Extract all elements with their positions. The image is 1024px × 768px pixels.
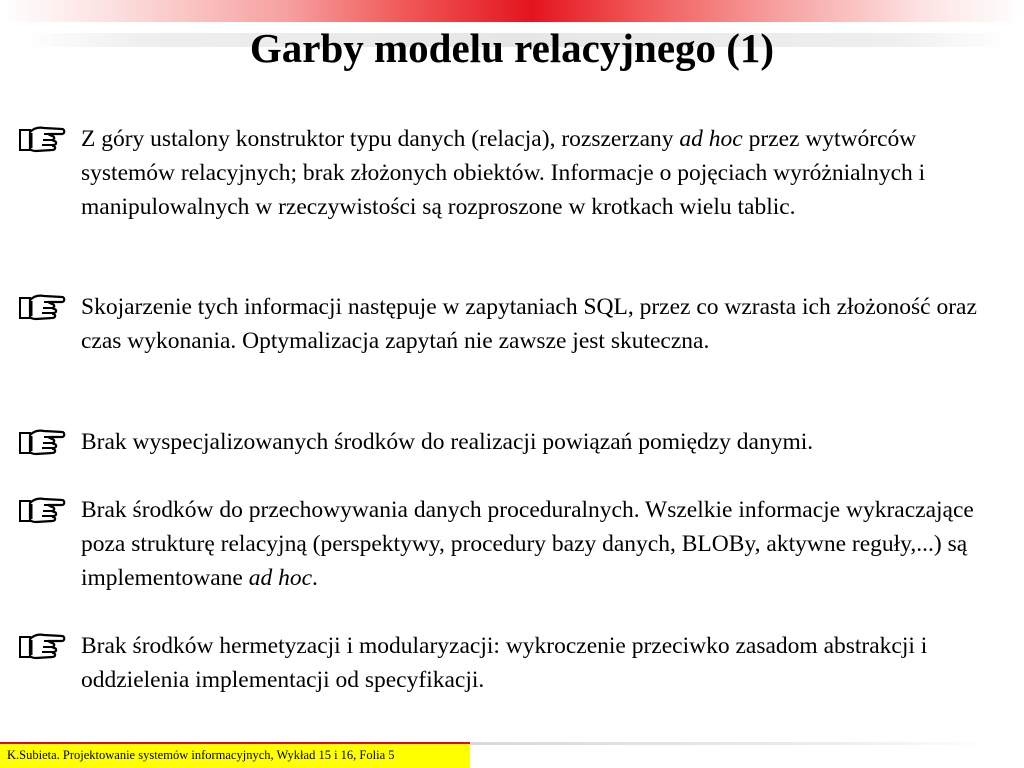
bullet-text — [81, 122, 1006, 224]
bullet-text-part: . — [312, 565, 318, 591]
pointing-hand-icon — [18, 495, 66, 527]
bullet-text-italic: ad hoc — [679, 126, 743, 152]
page-title: Garby modelu relacyjnego (1) — [249, 25, 775, 71]
bullet-text-part: Skojarzenie tych informacji następuje w zapytaniach SQL, przez co wzrasta ich złożoność oraz czas wykonania. Optymalizacja zapytań nie zawsze jest skuteczna. — [81, 294, 977, 354]
bullet-text-italic: ad hoc — [248, 565, 313, 591]
pointing-hand-icon — [18, 292, 66, 324]
pointing-hand-icon — [18, 631, 66, 663]
bullet-text-part: Brak wyspecjalizowanych środków do realizacji powiązań pomiędzy danymi. — [81, 429, 814, 455]
pointing-hand-icon — [18, 124, 66, 156]
footer-caption: K.Subieta. Projektowanie systemów informacyjnych, Wykład 15 i 16, Folia 5 — [0, 742, 470, 768]
bullet-text — [81, 493, 1006, 595]
footer-rule — [470, 742, 995, 745]
bullet-text — [81, 425, 1006, 459]
bullet-text-part: Z góry ustalony konstruktor typu danych (relacja), rozszerzany — [81, 126, 680, 152]
bullet-text-part: Brak środków do przechowywania danych proceduralnych. Wszelkie informacje wykraczające poza strukturę relacyjną (perspektywy, procedury bazy danych, BLOBy, aktywne reguły,...) są implementowane — [81, 497, 974, 591]
bullet-text — [81, 290, 1006, 358]
bullet-text-part: przez wytwórców systemów relacyjnych; brak złożonych obiektów. Informacje o pojęciach wyróżnialnych i manipulowalnych w rzeczywistości są rozproszone w krotkach wielu tablic. — [81, 126, 926, 220]
bullet-text — [81, 629, 1006, 697]
pointing-hand-icon — [18, 427, 66, 459]
bullet-text-part: Brak środków hermetyzacji i modularyzacji: wykroczenie przeciwko zasadom abstrakcji i oddzielenia implementacji od specyfikacji. — [81, 633, 928, 693]
